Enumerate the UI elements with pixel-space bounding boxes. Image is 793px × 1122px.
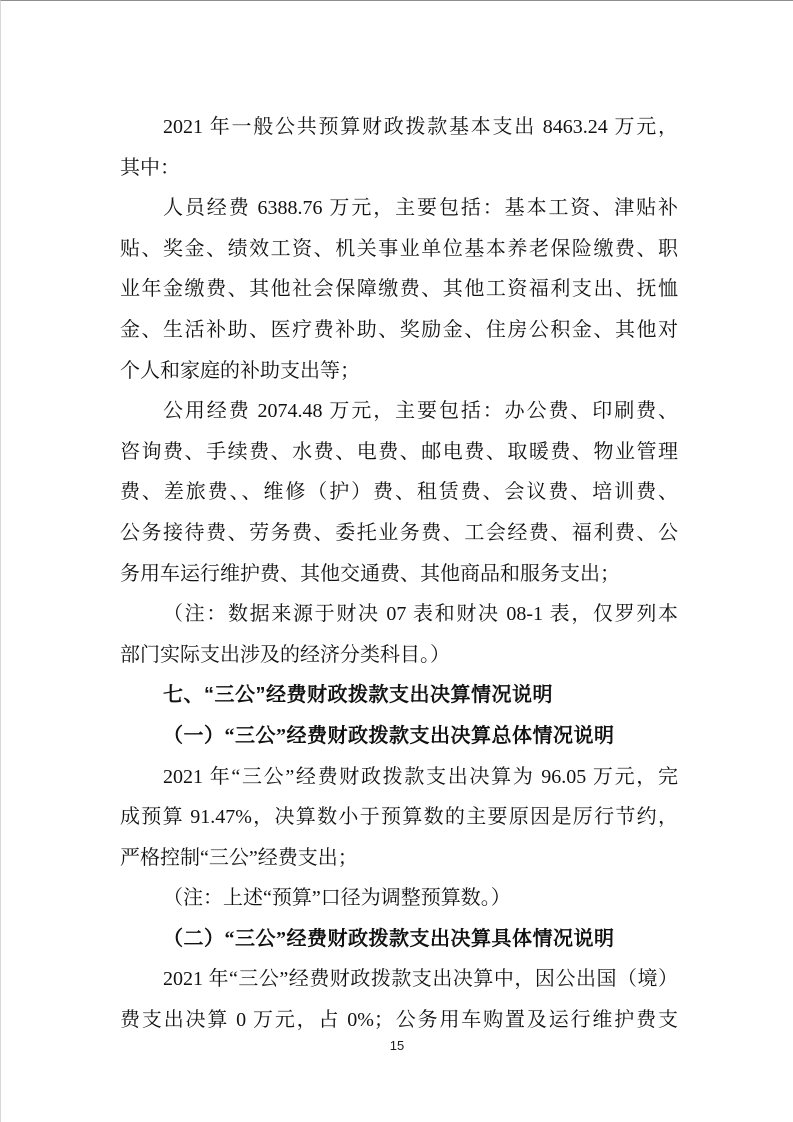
section-heading: （一）“三公”经费财政拨款支出决算总体情况说明 xyxy=(163,724,615,747)
text-line: 人员经费 6388.76 万元，主要包括：基本工资、津贴补 xyxy=(163,197,678,220)
text-line: 部门实际支出涉及的经济分类科目。） xyxy=(120,643,450,666)
text-line: 2021 年“三公”经费财政拨款支出决算为 96.05 万元，完 xyxy=(163,765,678,788)
page-number: 15 xyxy=(389,1038,405,1053)
text-line: 贴、奖金、绩效工资、机关事业单位基本养老保险缴费、职 xyxy=(120,237,678,260)
text-line: 个人和家庭的补助支出等； xyxy=(120,359,360,382)
text-line: 2021 年“三公”经费财政拨款支出决算中，因公出国（境） xyxy=(163,968,678,991)
text-line: 其中： xyxy=(120,156,180,179)
text-line: （注：上述“预算”口径为调整预算数。） xyxy=(163,887,511,910)
text-line: 费支出决算 0 万元，占 0%；公务用车购置及运行维护费支 xyxy=(120,1009,678,1032)
text-line: 金、生活补助、医疗费补助、奖励金、住房公积金、其他对 xyxy=(120,318,678,341)
text-line: 费、差旅费、、维修（护）费、租赁费、会议费、培训费、 xyxy=(120,481,678,504)
document-body xyxy=(120,107,678,1041)
section-heading: 七、“三公”经费财政拨款支出决算情况说明 xyxy=(163,684,553,707)
section-heading: （二）“三公”经费财政拨款支出决算具体情况说明 xyxy=(163,927,615,950)
text-line: 业年金缴费、其他社会保障缴费、其他工资福利支出、抚恤 xyxy=(120,278,678,301)
text-line: 务用车运行维护费、其他交通费、其他商品和服务支出； xyxy=(120,562,620,585)
text-line: 严格控制“三公”经费支出； xyxy=(120,846,358,869)
text-line: 咨询费、手续费、水费、电费、邮电费、取暖费、物业管理 xyxy=(120,440,678,463)
text-line: 2021 年一般公共预算财政拨款基本支出 8463.24 万元， xyxy=(163,116,678,138)
text-line: 公用经费 2074.48 万元，主要包括：办公费、印刷费、 xyxy=(163,400,678,423)
text-line: （注：数据来源于财决 07 表和财决 08-1 表，仅罗列本 xyxy=(163,603,678,626)
text-line: 成预算 91.47%，决算数小于预算数的主要原因是厉行节约， xyxy=(120,806,678,829)
text-line: 公务接待费、劳务费、委托业务费、工会经费、福利费、公 xyxy=(120,521,678,544)
